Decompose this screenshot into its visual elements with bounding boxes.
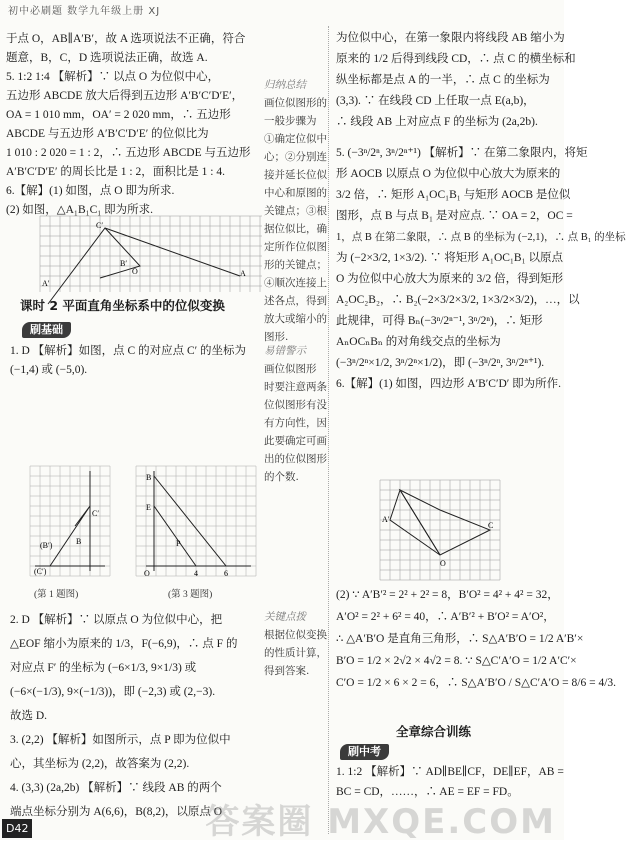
text-line: ∴ △A′B′O 是直角三角形，∴ S△A′B′O = 1/2 A′B′× [336, 633, 584, 645]
right-column [336, 28, 626, 395]
lesson-title: 课时 2 平面直角坐标系中的位似变换 [20, 298, 225, 313]
tip-title: 归纳总结 [264, 79, 306, 91]
label-a: A [240, 269, 246, 278]
tip-key-point [264, 608, 327, 680]
answer-2: 2. D 【解析】∵ 以原点 O 为位似中心，把 [10, 614, 223, 626]
tip-title: 关键点拨 [264, 611, 306, 623]
watermark: 答案圈 MXQE.COM [205, 802, 556, 842]
text-line: (3,3). ∵ 在线段 CD 上任取一点 E(a,b)， [336, 95, 535, 107]
text-line: A′B′C′D′E′ 的周长比是 1 : 2，面积比是 1 : 4. [6, 166, 225, 178]
fig1-grid [30, 466, 110, 576]
text-line: 为位似中心，在第一象限内将线段 AB 缩小为 [336, 32, 565, 44]
q6-right-grid [380, 480, 500, 580]
right-column-end [336, 762, 564, 802]
text-line: A′O² = 2² + 6² = 40，∴ A′B′² + B′O² = A′O²， [336, 611, 555, 623]
answer-1: 1. D 【解析】如图，点 C 的对应点 C′ 的坐标为 [10, 345, 247, 357]
tip-line: 有方向性，因 [264, 417, 327, 429]
tip-line: 中心和原图的 [264, 187, 327, 199]
text-line: 3/2 倍，∴ 矩形 A₁OC₁B₁ 与矩形 AOCB 是位似 [336, 189, 571, 201]
text-line: 纵坐标都是点 A 的一半，∴ 点 C 的坐标为 [336, 74, 550, 86]
svg-text:C′: C′ [92, 509, 100, 518]
svg-text:B: B [146, 473, 152, 482]
svg-text:A′: A′ [382, 515, 390, 524]
text-line: (−3ⁿ/2ⁿ×1/2, 3ⁿ/2ⁿ×1/2)，即 (−3ⁿ/2ⁿ, 3ⁿ/2ⁿ⁺¹). [336, 357, 545, 369]
svg-text:4: 4 [194, 569, 198, 578]
badge-basic: 刷基础 [22, 322, 71, 338]
badge-exam: 刷中考 [340, 744, 389, 760]
text-line: (2) ∵ A′B′² = 2² + 2² = 8，B′O² = 4² + 4² = 32， [336, 589, 559, 601]
text-line: 1. 1:2 【解析】∵ AD∥BE∥CF，DE∥EF，AB = [336, 766, 564, 778]
label-b: B′ [120, 259, 128, 268]
svg-text:C: C [488, 521, 494, 530]
tip-line: 画位似图形的 [264, 97, 327, 109]
right-column-bottom [336, 584, 616, 694]
text-line: O 为位似中心放大为原来的 3/2 倍，得到矩形 [336, 273, 564, 285]
chapter-title: 全章综合训练 [396, 724, 472, 739]
text-line: 端点坐标分别为 A(6,6)，B(8,2)，以原点 O [10, 806, 223, 818]
text-line: 题意，B，C，D 选项说法正确，故选 A. [6, 52, 208, 64]
tip-line: 据位似比，确 [264, 223, 327, 235]
answer-6: 6.【解】(1) 如图，点 O 即为所求. [6, 185, 175, 197]
label-o: O [132, 267, 138, 276]
tip-line: 根据位似变换 [264, 629, 327, 641]
tip-line: 关键点；③根 [264, 205, 327, 217]
tip-line: 的性质计算， [264, 647, 327, 659]
text-line: B′O = 1/2 × 2√2 × 4√2 = 8. ∵ S△C′A′O = 1/2 A′C′× [336, 655, 577, 667]
left-column-bottom [10, 608, 237, 824]
label-c1: C′ [96, 221, 104, 230]
text-line: (−1,4) 或 (−5,0). [10, 364, 88, 376]
answer-3: 3. (2,2) 【解析】如图所示，点 P 即为位似中 [10, 734, 231, 746]
tip-line: 定所作位似图 [264, 241, 327, 253]
text-line: ABCDE 与五边形 A′B′C′D′E′ 的位似比为 [6, 128, 209, 140]
svg-text:6: 6 [224, 569, 228, 578]
text-line: 故选 D. [10, 710, 48, 722]
svg-text:O: O [440, 559, 446, 568]
tip-title: 易错警示 [264, 345, 306, 357]
svg-text:B: B [76, 537, 82, 546]
tip-line: 的个数. [264, 471, 299, 483]
tip-line: 接并延长位似 [264, 169, 327, 181]
tip-line: 画位似图形 [264, 363, 317, 375]
svg-text:(C′): (C′) [34, 567, 47, 576]
answer-5-right: 5. (−3ⁿ/2ⁿ, 3ⁿ/2ⁿ⁺¹) 【解析】∵ 在第二象限内，将矩 [336, 147, 588, 159]
tip-line: 一般步骤为 [264, 115, 317, 127]
caption-fig3: (第 3 题图) [168, 590, 213, 600]
text-line: C′O = 1/2 × 6 × 2 = 6，∴ S△A′B′O / S△C′A′O = 8/6 = 4/3. [336, 677, 617, 689]
q6-grid-figure [40, 216, 262, 292]
tip-line: 位似图形有没 [264, 399, 327, 411]
tip-summary [264, 76, 327, 346]
text-line: 此规律，可得 Bₙ(−3ⁿ/2ⁿ⁻¹, 3ⁿ/2ⁿ)，∴ 矩形 [336, 315, 543, 327]
text-line: 原来的 1/2 后得到线段 CD，∴ 点 C 的横坐标和 [336, 53, 576, 65]
running-header: 初中必刷题 数学九年级上册 XJ [8, 6, 161, 17]
tip-warning [264, 342, 327, 486]
text-line: 为 (−2×3/2, 1×3/2). ∵ 将矩形 A₁OC₁B₁ 以原点 [336, 252, 563, 264]
text-line: △EOF 缩小为原来的 1/3，F(−6,9)，∴ 点 F 的 [10, 638, 238, 650]
answer-4: 4. (3,3) (2a,2b) 【解析】∵ 线段 AB 的两个 [10, 782, 222, 794]
svg-text:E: E [146, 503, 151, 512]
text-line: BC = CD，……，∴ AE = EF = FD。 [336, 786, 519, 798]
tip-line: 图形. [264, 331, 289, 343]
tip-line: 述各点，得到 [264, 295, 327, 307]
svg-text:P: P [176, 539, 181, 548]
text-line: 于点 O，AB∥A′B′，故 A 选项说法不正确，符合 [6, 33, 246, 45]
text-line: 1 010 : 2 020 = 1 : 2，∴ 五边形 ABCDE 与五边形 [6, 147, 251, 159]
text-line: A₂OC₂B₂，∴ B₂(−2×3/2×3/2, 1×3/2×3/2)，…，以 [336, 294, 580, 306]
caption-fig1: (第 1 题图) [34, 590, 79, 600]
tip-line: 形的关键点； [264, 259, 327, 271]
tip-line: 心；②分别连 [264, 151, 327, 163]
svg-text:(B′): (B′) [40, 541, 53, 550]
tip-line: ①确定位似中 [264, 133, 327, 145]
svg-text:O: O [144, 569, 150, 578]
tip-line: 时要注意两条 [264, 381, 327, 393]
text-line: 图形，点 B 与点 B₁ 是对应点. ∵ OA = 2，OC = [336, 210, 573, 222]
left-column-mid [10, 342, 246, 380]
text-line: 1，点 B 在第二象限，∴ 点 B 的坐标为 (−2,1)，∴ 点 B₁ 的坐标 [336, 232, 626, 243]
text-line: OA = 1 010 mm，OA′ = 2 020 mm，∴ 五边形 [6, 109, 231, 121]
tip-line: 出的位似图形 [264, 453, 327, 465]
left-column-top [6, 30, 250, 220]
text-line: 对应点 F′ 的坐标为 (−6×1/3, 9×1/3) 或 [10, 662, 197, 674]
text-line: (−6×(−1/3), 9×(−1/3))，即 (−2,3) 或 (2,−3). [10, 686, 216, 698]
tip-line: 此要确定可画 [264, 435, 327, 447]
text-line: (2) 如图，△A₁B₁C₁ 即为所求. [6, 204, 154, 216]
answer-5: 5. 1:2 1:4 【解析】∵ 以点 O 为位似中心， [6, 71, 220, 83]
text-line: 心，其坐标为 (2,2)，故答案为 (2,2). [10, 758, 190, 770]
tip-line: ④顺次连接上 [264, 277, 327, 289]
answer-6-right: 6.【解】(1) 如图，四边形 A′B′C′D′ 即为所作. [336, 378, 562, 390]
label-a1: A′ [42, 279, 50, 288]
text-line: AₙOCₙBₙ 的对角线交点的坐标为 [336, 336, 501, 348]
fig3-grid [136, 466, 256, 576]
tip-line: 得到答案. [264, 665, 310, 677]
text-line: 形 AOCB 以原点 O 为位似中心放大为原来的 [336, 168, 561, 180]
tip-line: 放大或缩小的 [264, 313, 327, 325]
text-line: 五边形 ABCDE 放大后得到五边形 A′B′C′D′E′， [6, 90, 244, 102]
page-number: D42 [2, 819, 32, 838]
column-divider [328, 26, 329, 834]
text-line: ∴ 线段 AB 上对应点 F 的坐标为 (2a,2b). [336, 116, 538, 128]
